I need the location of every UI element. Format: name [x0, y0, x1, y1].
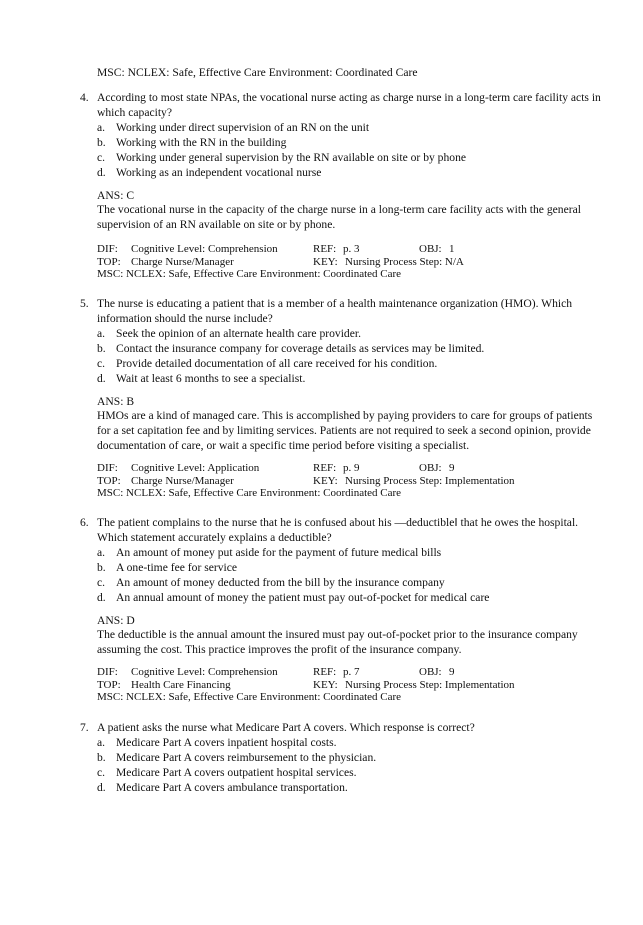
- question-metadata: [97, 462, 602, 500]
- option-letter: c.: [97, 151, 106, 164]
- option-letter: b.: [97, 342, 106, 355]
- ref-value: p. 3: [343, 243, 360, 255]
- answer-key: ANS: C: [97, 189, 135, 202]
- ref-label: REF:: [313, 462, 337, 474]
- question-number: 4.: [80, 91, 89, 104]
- option-a: [97, 120, 602, 135]
- metadata-row-dif: [97, 462, 602, 475]
- top-label: TOP:: [97, 678, 121, 691]
- option-b: [97, 135, 602, 150]
- option-text: A one-time fee for service: [116, 561, 238, 574]
- top-label: TOP:: [97, 255, 121, 268]
- option-letter: c.: [97, 576, 106, 589]
- option-a: [97, 326, 602, 341]
- obj-value: 9: [449, 666, 455, 678]
- msc-text: MSC: NCLEX: Safe, Effective Care Environment: Coordinated Care: [97, 268, 402, 280]
- option-d: [97, 780, 602, 795]
- option-text: An amount of money put aside for the payment of future medical bills: [116, 546, 442, 559]
- option-text: Seek the opinion of an alternate health care provider.: [116, 327, 361, 340]
- question-number: 5.: [80, 297, 89, 310]
- option-c: [97, 150, 602, 165]
- ref-value: p. 9: [343, 462, 360, 474]
- option-text: Medicare Part A covers reimbursement to the physician.: [116, 751, 377, 764]
- answer-key: ANS: D: [97, 614, 135, 627]
- option-letter: a.: [97, 736, 106, 749]
- previous-question-msc: MSC: NCLEX: Safe, Effective Care Environment: Coordinated Care: [97, 66, 418, 79]
- msc-text: MSC: NCLEX: Safe, Effective Care Environment: Coordinated Care: [97, 691, 402, 703]
- answer-options: [97, 120, 602, 180]
- option-text: An annual amount of money the patient must pay out-of-pocket for medical care: [116, 591, 490, 604]
- ref-value: p. 7: [343, 666, 360, 678]
- dif-label: DIF:: [97, 243, 118, 255]
- ref-label: REF:: [313, 666, 337, 678]
- option-text: Working as an independent vocational nurse: [116, 166, 322, 179]
- obj-label: OBJ:: [419, 243, 442, 255]
- option-text: Medicare Part A covers ambulance transportation.: [116, 781, 348, 794]
- option-letter: d.: [97, 591, 106, 604]
- obj-label: OBJ:: [419, 462, 442, 474]
- answer-options: [97, 735, 602, 795]
- option-letter: c.: [97, 766, 106, 779]
- top-value: Charge Nurse/Manager: [131, 255, 234, 268]
- metadata-row-top: [97, 679, 602, 692]
- question-stem: A patient asks the nurse what Medicare Part A covers. Which response is correct?: [97, 721, 475, 734]
- question-number: 6.: [80, 516, 89, 529]
- rationale: The vocational nurse in the capacity of the charge nurse in a long-term care facility acts with the general supervision of an RN available on site or by phone.: [97, 203, 581, 231]
- question-stem: The patient complains to the nurse that he is confused about his —deductible‖ that he owes the hospital. Which statement accurately explains a deductible?: [97, 516, 579, 544]
- option-d: [97, 165, 602, 180]
- option-letter: d.: [97, 166, 106, 179]
- question-stem: The nurse is educating a patient that is a member of a health maintenance organization (HMO). Which information should the nurse include?: [97, 297, 573, 325]
- option-letter: a.: [97, 121, 106, 134]
- key-label: KEY:: [313, 678, 338, 691]
- dif-value: Cognitive Level: Comprehension: [131, 243, 278, 255]
- option-b: [97, 750, 602, 765]
- obj-value: 1: [449, 243, 455, 255]
- option-text: Wait at least 6 months to see a specialist.: [116, 372, 306, 385]
- metadata-row-msc: [97, 268, 602, 281]
- option-letter: b.: [97, 751, 106, 764]
- metadata-row-top: [97, 256, 602, 269]
- option-letter: d.: [97, 372, 106, 385]
- key-label: KEY:: [313, 255, 338, 268]
- key-value: Nursing Process Step: Implementation: [345, 474, 515, 487]
- dif-value: Cognitive Level: Application: [131, 462, 260, 474]
- obj-value: 9: [449, 462, 455, 474]
- key-value: Nursing Process Step: Implementation: [345, 678, 515, 691]
- option-c: [97, 356, 602, 371]
- option-text: Working under direct supervision of an RN on the unit: [116, 121, 370, 134]
- dif-value: Cognitive Level: Comprehension: [131, 666, 278, 678]
- key-value: Nursing Process Step: N/A: [345, 255, 464, 268]
- question-metadata: [97, 243, 602, 281]
- option-a: [97, 545, 602, 560]
- top-value: Charge Nurse/Manager: [131, 474, 234, 487]
- metadata-row-dif: [97, 243, 602, 256]
- rationale: HMOs are a kind of managed care. This is accomplished by paying providers to care for groups of patients for a set capitation fee and by limiting services. Patients are not required to seek a second opinion, provide documentation of care, or wait a specific time period before visiting a specialist.: [97, 409, 593, 452]
- obj-label: OBJ:: [419, 666, 442, 678]
- option-b: [97, 560, 602, 575]
- answer-key: ANS: B: [97, 395, 135, 408]
- ref-label: REF:: [313, 243, 337, 255]
- option-c: [97, 575, 602, 590]
- key-label: KEY:: [313, 474, 338, 487]
- top-label: TOP:: [97, 474, 121, 487]
- option-letter: d.: [97, 781, 106, 794]
- option-d: [97, 371, 602, 386]
- option-text: Working with the RN in the building: [116, 136, 287, 149]
- option-text: Working under general supervision by the RN available on site or by phone: [116, 151, 467, 164]
- dif-label: DIF:: [97, 462, 118, 474]
- answer-options: [97, 545, 602, 605]
- question-metadata: [97, 666, 602, 704]
- rationale: The deductible is the annual amount the insured must pay out-of-pocket prior to the insurance company assuming the cost. This practice improves the profit of the insurance company.: [97, 628, 578, 656]
- option-letter: a.: [97, 327, 106, 340]
- option-b: [97, 341, 602, 356]
- metadata-row-msc: [97, 691, 602, 704]
- option-letter: b.: [97, 561, 106, 574]
- option-text: Medicare Part A covers outpatient hospital services.: [116, 766, 357, 779]
- top-value: Health Care Financing: [131, 678, 231, 691]
- metadata-row-msc: [97, 487, 602, 500]
- option-d: [97, 590, 602, 605]
- metadata-row-top: [97, 475, 602, 488]
- option-letter: c.: [97, 357, 106, 370]
- option-text: Contact the insurance company for coverage details as services may be limited.: [116, 342, 485, 355]
- metadata-row-dif: [97, 666, 602, 679]
- option-a: [97, 735, 602, 750]
- question-stem: According to most state NPAs, the vocational nurse acting as charge nurse in a long-term care facility acts in which capacity?: [97, 91, 601, 119]
- option-letter: b.: [97, 136, 106, 149]
- msc-text: MSC: NCLEX: Safe, Effective Care Environment: Coordinated Care: [97, 487, 402, 499]
- dif-label: DIF:: [97, 666, 118, 678]
- option-text: An amount of money deducted from the bill by the insurance company: [116, 576, 445, 589]
- option-text: Provide detailed documentation of all care received for his condition.: [116, 357, 438, 370]
- answer-options: [97, 326, 602, 386]
- option-text: Medicare Part A covers inpatient hospital costs.: [116, 736, 337, 749]
- option-letter: a.: [97, 546, 106, 559]
- option-c: [97, 765, 602, 780]
- question-number: 7.: [80, 721, 89, 734]
